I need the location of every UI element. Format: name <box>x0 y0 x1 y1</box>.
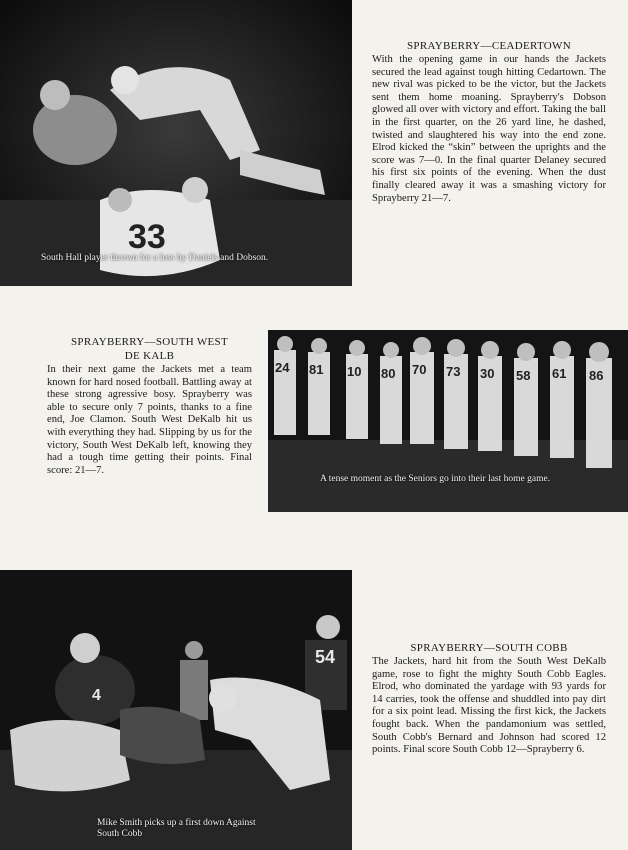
photo2-jersey-number: 30 <box>480 366 495 381</box>
photo1-jersey-number: 33 <box>128 218 166 256</box>
photo-first-down-illustration <box>0 570 352 850</box>
photo2-jersey-number: 81 <box>309 362 324 377</box>
article-cedartown-title: SPRAYBERRY—CEADERTOWN <box>407 40 571 52</box>
photo1-caption: South Hall player thrown for a loss by Daniels and Dobson. <box>41 253 269 263</box>
article-south-cobb <box>372 642 606 757</box>
photo2-caption: A tense moment as the Seniors go into their last home game. <box>320 474 551 484</box>
photo-south-cobb-play <box>0 570 352 850</box>
article-south-cobb-body: The Jackets, hard hit from the South West DeKalb game, rose to fight the mighty South Cobb Eagles. Elrod, who dominated the yardage with 93 yards for 14 carries, took the offense and shuddled into pay dirt for a six point lead. Missing the first kick, the Jackets fought back. When the pandamonium was settled, South Cobb's Bernard and Johnson had scored 12 points. Final score South Cobb 12—Sprayberry 6. <box>372 656 606 756</box>
photo2-jersey-number: 86 <box>589 368 604 383</box>
photo2-jersey-number: 70 <box>412 362 427 377</box>
photo-football-tackle-illustration <box>0 0 352 286</box>
photo3-caption-line2: South Cobb <box>97 829 143 839</box>
photo3-jersey-number: 54 <box>315 647 336 667</box>
article-southwest-title-line2: DE KALB <box>124 350 175 362</box>
article-south-cobb-title: SPRAYBERRY—SOUTH COBB <box>410 642 568 654</box>
photo3-jersey-number: 4 <box>92 687 101 704</box>
photo2-jersey-number: 58 <box>516 368 531 383</box>
photo3-caption-line1: Mike Smith picks up a first down Against <box>97 818 256 828</box>
article-southwest-body: In their next game the Jackets met a team known for hard nosed football. Battling away at these strong agressive bosy. Sprayberry was able to secure only 7 points, thanks to a fine end, Joe Clamon. South West DeKalb hit us with everything they had. Slipping by us for the victory, South West DeKalb left, knowing they had a tough time getting their points. Final score: 21—7. <box>47 364 252 476</box>
photo2-jersey-number: 80 <box>381 366 396 381</box>
photo-south-hall-tackle <box>0 0 352 286</box>
article-cedartown-body: With the opening game in our hands the Jackets secured the lead against tough hitting Cedartown. The new rival was picked to be the victor, but the Jackets sent them home moaning. Sprayberry's Dobson glowed all over with victory and effort. Taking the ball in the first quarter, on the 26 yard line, he dashed, twisted and slaughtered his way into the end zone. Elrod kicked the “skin” between the uprights and the score was 7—0. In the final quarter Delaney secured his first six points of the evening. When the dust finally cleared away it was a smashing victory for Sprayberry 21—7. <box>372 54 606 204</box>
photo2-jersey-number: 73 <box>446 364 461 379</box>
photo2-jersey-number: 10 <box>347 364 362 379</box>
photo-seniors-lineup <box>268 330 628 512</box>
article-cedartown <box>372 40 606 205</box>
photo2-jersey-number: 61 <box>552 366 567 381</box>
photo2-jersey-number: 24 <box>275 360 290 375</box>
article-southwest-dekalb <box>47 336 252 477</box>
article-southwest-title-line1: SPRAYBERRY—SOUTH WEST <box>71 336 228 348</box>
